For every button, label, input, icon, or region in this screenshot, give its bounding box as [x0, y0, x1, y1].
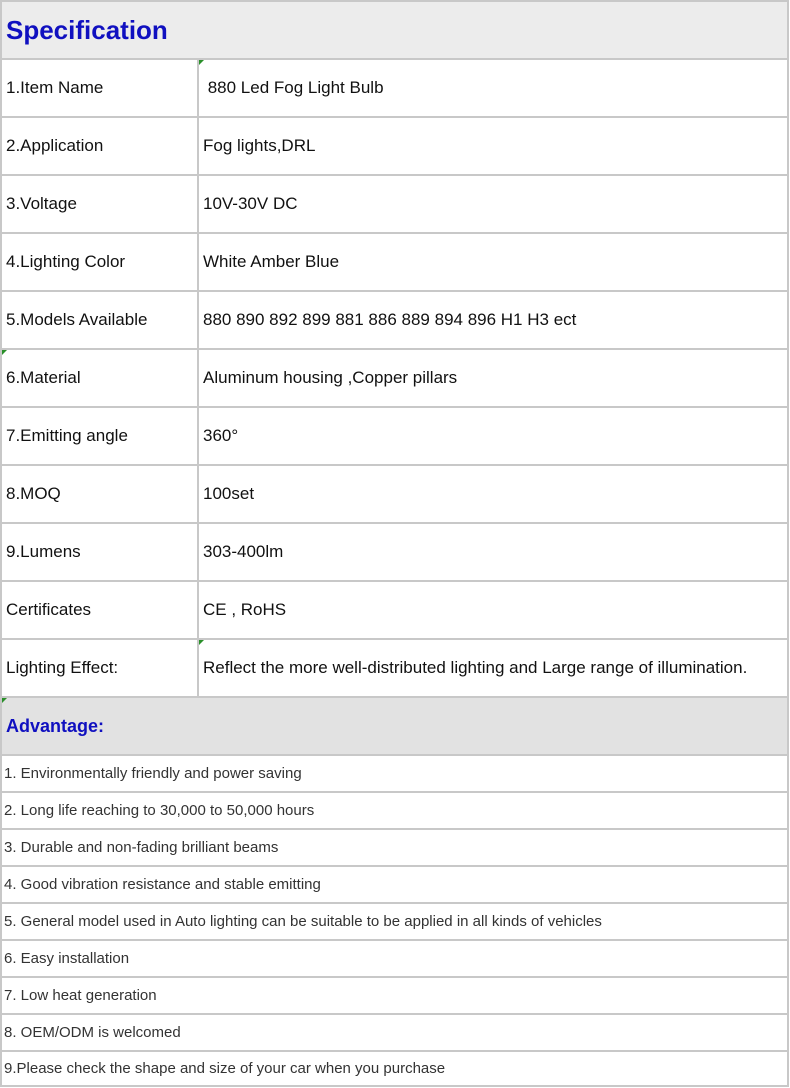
advantage-header — [0, 696, 789, 754]
spec-key: Certificates — [2, 582, 199, 638]
spec-value: 360° — [203, 426, 239, 445]
spec-row-lumens — [0, 522, 789, 580]
spec-row-item-name — [0, 58, 789, 116]
advantage-item: 9.Please check the shape and size of your car when you purchase — [0, 1050, 789, 1087]
spec-value-text: 880 Led Fog Light Bulb — [203, 78, 384, 97]
spec-row-moq — [0, 464, 789, 522]
spec-row-models-available — [0, 290, 789, 348]
spec-key: 1.Item Name — [2, 60, 199, 116]
spec-value: 303-400lm — [203, 542, 284, 561]
spec-value: 100set — [203, 484, 255, 503]
spec-value: 10V-30V DC — [203, 194, 298, 213]
advantage-item: 3. Durable and non-fading brilliant beams — [0, 828, 789, 865]
spec-row-lighting-color — [0, 232, 789, 290]
specification-header — [0, 0, 789, 58]
advantage-title: Advantage: — [6, 715, 105, 736]
advantage-item: 1. Environmentally friendly and power saving — [0, 754, 789, 791]
spec-row-voltage — [0, 174, 789, 232]
advantage-item: 8. OEM/ODM is welcomed — [0, 1013, 789, 1050]
spec-row-application — [0, 116, 789, 174]
spec-value: 880 890 892 899 881 886 889 894 896 H1 H3 ect — [203, 310, 577, 329]
spec-key: 8.MOQ — [2, 466, 199, 522]
spec-value: Reflect the more well-distributed lighting and Large range of illumination. — [203, 658, 748, 677]
spec-value — [199, 60, 787, 116]
cell-comment-marker — [2, 350, 7, 355]
spec-key: 6.Material — [2, 350, 199, 406]
cell-comment-marker — [2, 698, 7, 703]
spec-value: White Amber Blue — [203, 252, 340, 271]
spec-key: 5.Models Available — [2, 292, 199, 348]
advantage-item: 7. Low heat generation — [0, 976, 789, 1013]
spec-value: CE , RoHS — [203, 600, 287, 619]
spec-row-emitting-angle — [0, 406, 789, 464]
spec-row-certificates — [0, 580, 789, 638]
advantage-item: 5. General model used in Auto lighting can be suitable to be applied in all kinds of vehicles — [0, 902, 789, 939]
advantage-item: 4. Good vibration resistance and stable emitting — [0, 865, 789, 902]
spec-key: 3.Voltage — [2, 176, 199, 232]
advantage-item: 2. Long life reaching to 30,000 to 50,000 hours — [0, 791, 789, 828]
spec-row-lighting-effect — [0, 638, 789, 696]
spec-value: Fog lights,DRL — [203, 136, 316, 155]
advantage-item: 6. Easy installation — [0, 939, 789, 976]
spec-key: 9.Lumens — [2, 524, 199, 580]
spec-value: Aluminum housing ,Copper pillars — [203, 368, 458, 387]
cell-comment-marker — [199, 640, 204, 645]
spec-row-material — [0, 348, 789, 406]
spec-key: 2.Application — [2, 118, 199, 174]
spec-key: Lighting Effect: — [2, 640, 199, 696]
specification-title: Specification — [6, 14, 168, 45]
spec-key: 7.Emitting angle — [2, 408, 199, 464]
cell-comment-marker — [199, 60, 204, 65]
spec-key: 4.Lighting Color — [2, 234, 199, 290]
